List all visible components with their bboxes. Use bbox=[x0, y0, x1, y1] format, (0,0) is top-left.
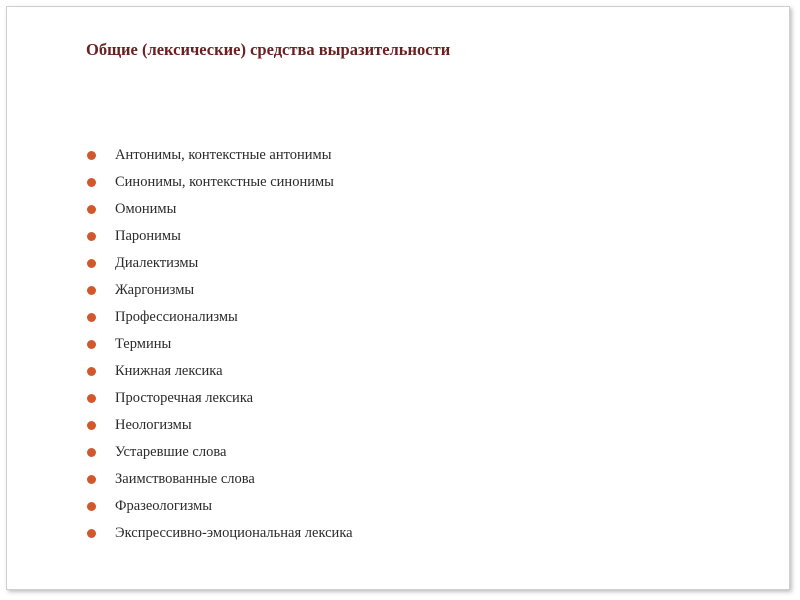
bullet-dot-icon bbox=[87, 205, 96, 214]
list-item bbox=[87, 331, 353, 358]
slide-title: Общие (лексические) средства выразительности bbox=[86, 40, 451, 59]
list-item-label: Паронимы bbox=[115, 228, 181, 244]
list-item bbox=[87, 358, 353, 385]
list-item-label: Термины bbox=[115, 336, 172, 352]
list-item bbox=[87, 223, 353, 250]
list-item-label: Фразеологизмы bbox=[115, 498, 212, 514]
list-item bbox=[87, 493, 353, 520]
bullet-dot-icon bbox=[87, 448, 96, 457]
bullet-dot-icon bbox=[87, 394, 96, 403]
list-item-label: Диалектизмы bbox=[115, 255, 199, 271]
bullet-dot-icon bbox=[87, 340, 96, 349]
list-item bbox=[87, 277, 353, 304]
list-item-label: Заимствованные слова bbox=[115, 471, 255, 487]
list-item-label: Книжная лексика bbox=[115, 363, 223, 379]
bullet-dot-icon bbox=[87, 232, 96, 241]
slide-frame bbox=[6, 6, 790, 590]
bullet-dot-icon bbox=[87, 421, 96, 430]
list-item-label: Просторечная лексика bbox=[115, 390, 254, 406]
list-item-label: Устаревшие слова bbox=[115, 444, 227, 460]
list-item bbox=[87, 520, 353, 547]
list-item-label: Жаргонизмы bbox=[115, 282, 195, 298]
list-item bbox=[87, 304, 353, 331]
bullet-dot-icon bbox=[87, 259, 96, 268]
bullet-dot-icon bbox=[87, 313, 96, 322]
list-item-label: Омонимы bbox=[115, 201, 177, 217]
bullet-dot-icon bbox=[87, 178, 96, 187]
list-item bbox=[87, 466, 353, 493]
list-item bbox=[87, 169, 353, 196]
list-item-label: Антонимы, контекстные антонимы bbox=[115, 147, 332, 163]
list-item bbox=[87, 142, 353, 169]
list-item-label: Синонимы, контекстные синонимы bbox=[115, 174, 334, 190]
list-item bbox=[87, 412, 353, 439]
bullet-list bbox=[87, 142, 353, 547]
bullet-dot-icon bbox=[87, 286, 96, 295]
list-item bbox=[87, 439, 353, 466]
list-item-label: Неологизмы bbox=[115, 417, 192, 433]
list-item bbox=[87, 250, 353, 277]
bullet-dot-icon bbox=[87, 502, 96, 511]
list-item bbox=[87, 385, 353, 412]
bullet-dot-icon bbox=[87, 367, 96, 376]
list-item-label: Экспрессивно-эмоциональная лексика bbox=[115, 525, 353, 541]
bullet-dot-icon bbox=[87, 529, 96, 538]
list-item bbox=[87, 196, 353, 223]
bullet-dot-icon bbox=[87, 151, 96, 160]
list-item-label: Профессионализмы bbox=[115, 309, 238, 325]
bullet-dot-icon bbox=[87, 475, 96, 484]
